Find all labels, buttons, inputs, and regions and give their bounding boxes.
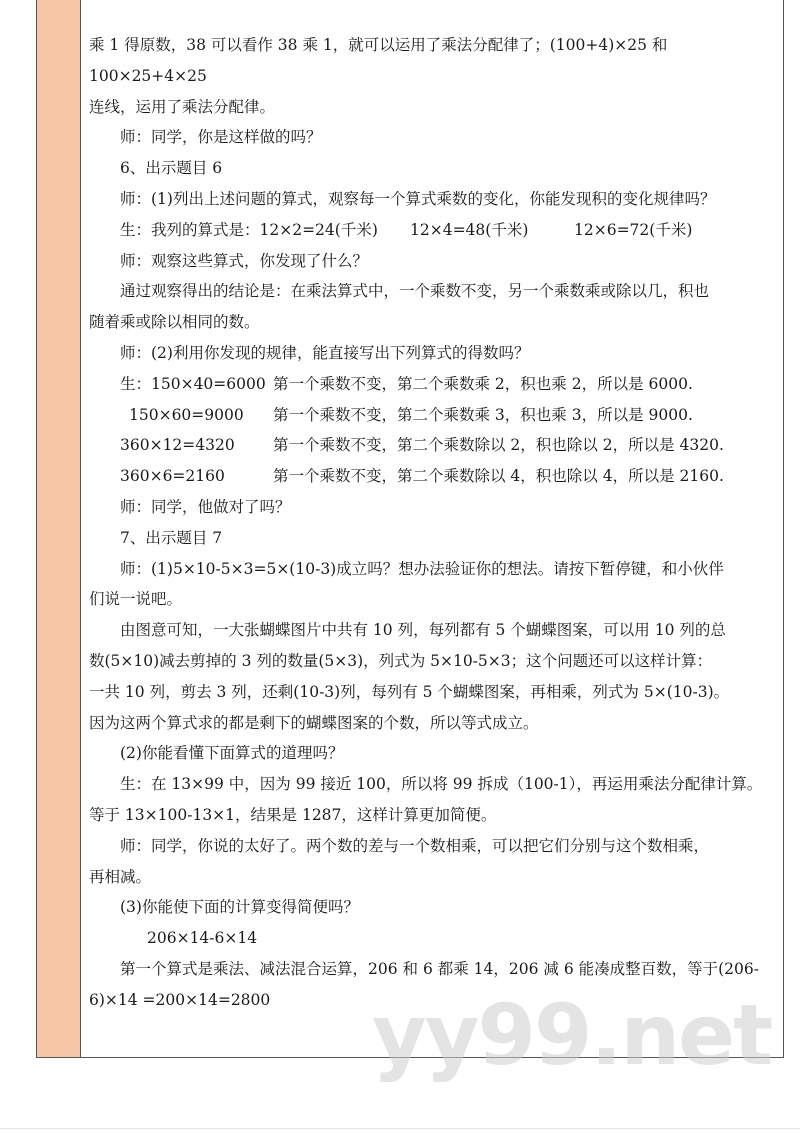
text-line: 连线，运用了乘法分配律。 — [89, 97, 276, 116]
text-line: 师：(2)利用你发现的规律，能直接写出下列算式的得数吗？ — [120, 343, 530, 362]
equation: 360×6=2160 — [120, 467, 225, 486]
equation: 206×14-6×14 — [147, 929, 258, 948]
explanation: 第一个乘数不变，第二个乘数乘 3，积也乘 3，所以是 9000. — [273, 405, 693, 424]
side-column — [37, 0, 81, 1057]
text-line: 数(5×10)减去剪掉的 3 列的数量(5×3)，列式为 5×10-5×3；这个问题还可以这样计算： — [89, 651, 713, 670]
section-heading: 6、出示题目 6 — [120, 159, 223, 178]
text-line: 通过观察得出的结论是：在乘法算式中，一个乘数不变，另一个乘数乘或除以几，积也 — [120, 282, 710, 301]
section-heading: 7、出示题目 7 — [120, 528, 223, 547]
equation: 12×4=48(千米) — [410, 220, 529, 239]
text-line: 等于 13×100-13×1，结果是 1287，这样计算更加简便。 — [89, 805, 497, 824]
answer-row — [89, 461, 773, 492]
explanation: 第一个乘数不变，第二个乘数乘 2，积也乘 2，所以是 6000. — [273, 374, 693, 393]
explanation: 第一个乘数不变，第二个乘数除以 2，积也除以 2，所以是 4320. — [273, 436, 724, 455]
equation: 360×12=4320 — [120, 436, 235, 455]
lesson-text — [89, 0, 773, 1016]
text-line: 一共 10 列，剪去 3 列，还剩(10-3)列，每列有 5 个蝴蝶图案，再相乘，列式为 5×(10-3)。 — [89, 682, 730, 701]
text-line: 生：在 13×99 中，因为 99 接近 100，所以将 99 拆成（100-1），再运用乘法分配律计算。 — [120, 775, 763, 794]
text-line: 第一个算式是乘法、减法混合运算，206 和 6 都乘 14，206 减 6 能凑成整百数，等于(206- — [120, 959, 759, 978]
answer-row — [89, 430, 773, 461]
text-line: 因为这两个算式求的都是剩下的蝴蝶图案的个数，所以等式成立。 — [89, 713, 539, 732]
text-line: 随着乘或除以相同的数。 — [89, 313, 260, 332]
answer-row — [89, 369, 773, 400]
text-line: 师：同学，你是这样做的吗？ — [120, 128, 322, 147]
equation: 150×60=9000 — [129, 405, 244, 424]
explanation: 第一个乘数不变，第二个乘数除以 4，积也除以 4，所以是 2160. — [273, 467, 724, 486]
text-line: (3)你能使下面的计算变得简便吗？ — [120, 898, 359, 917]
text-line: 再相减。 — [89, 867, 152, 886]
text-line: 师：同学，他做对了吗？ — [120, 497, 291, 516]
text-line: 由图意可知，一大张蝴蝶图片中共有 10 列，每列都有 5 个蝴蝶图案，可以用 10 列的总 — [120, 621, 726, 640]
equation: 生：我列的算式是：12×2=24(千米) — [120, 220, 378, 239]
text-line: (2)你能看懂下面算式的道理吗？ — [120, 744, 344, 763]
text-line: 师：观察这些算式，你发现了什么？ — [120, 251, 369, 270]
page-frame — [36, 0, 784, 1058]
text-line: 师：(1)列出上述问题的算式，观察每一个算式乘数的变化，你能发现积的变化规律吗？ — [120, 189, 716, 208]
text-line: 乘 1 得原数，38 可以看作 38 乘 1，就可以运用了乘法分配律了；(100+4)×25 和 100×25+4×25 — [89, 36, 668, 85]
equation: 生：150×40=6000 — [120, 374, 266, 393]
page-bottom-divider — [0, 1128, 800, 1129]
watermark: yy99.net — [372, 986, 772, 1084]
text-line: 6)×14 =200×14=2800 — [89, 990, 271, 1009]
text-line: 师：(1)5×10-5×3=5×(10-3)成立吗？想办法验证你的想法。请按下暂停键，和小伙伴 — [120, 559, 724, 578]
text-line: 们说一说吧。 — [89, 590, 183, 609]
equation: 12×6=72(千米) — [574, 220, 693, 239]
text-line: 师：同学，你说的太好了。两个数的差与一个数相乘，可以把它们分别与这个数相乘， — [120, 836, 710, 855]
equation-row — [89, 215, 773, 246]
answer-row — [89, 400, 773, 431]
